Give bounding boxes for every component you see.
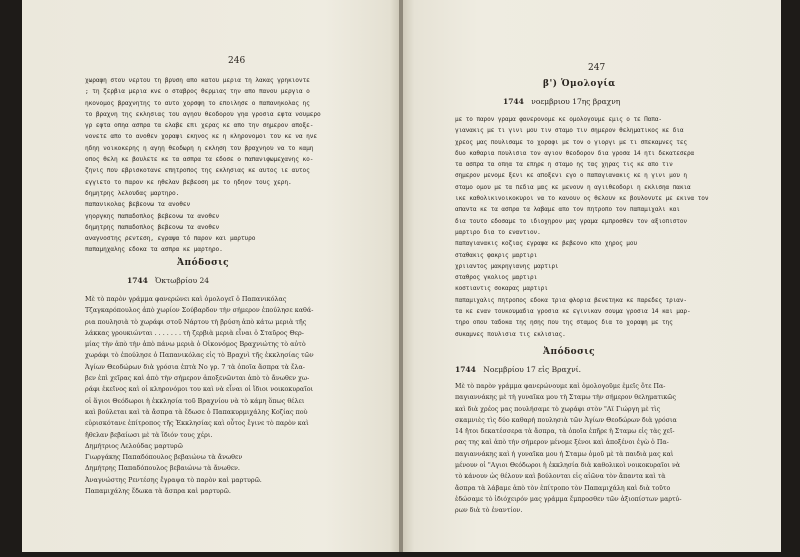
page-number: 247 (588, 63, 606, 73)
text-line: σκαμνιὲς τὶς δύο καθαρὴ πουλησιὰ τῶν Ἁγίων Θεοδώρων διὰ γρόσια (455, 416, 677, 424)
text-line: γρ εφτα οπηα ασπρα τα ελαβε επι χερας κε απο την σημερον αποξε- (85, 122, 314, 130)
text-line: κοστιαντις σοκαρας μαρτιρι (455, 285, 548, 293)
section-heading: Ἀπόδοσις (177, 258, 230, 268)
text-line: παγιαννάκης μὲ τὴ γυναῖκα μου τὴ Σταμω τὴν σήμερον θεληματικῶς (455, 394, 677, 402)
text-line: Τζαγκαρόπουλος ἀπὸ χωρίον Σούβαρδον τὴν σήμερον ἐπούλησε καθά- (85, 306, 314, 315)
date-line (455, 365, 581, 374)
text-line: το βραχνη της εκλησιας του αγηου θεοδορου γηα γροσια εφτα νουμερο (85, 110, 321, 118)
text-line: παγιαννάκης καὶ ἡ γυναῖκα μου ἡ Σταμω ὁμοῦ μὲ τὰ παιδιὰ μας καὶ (455, 450, 674, 458)
text-line: ; τη ζερβια μερια κνε ο σταβρος θερμιας την απο πανου μεργια ο (85, 88, 310, 96)
text-line: Παπαμιχάλης ἔδωκα τὰ ἄσπρα καὶ μαρτυρῶ. (85, 487, 231, 496)
text-line: σταθρος γκολιος μαρτιρι (455, 274, 538, 282)
text-line: 14 ἤτοι δεκατέσσερα τὰ ἄσπρα, τὰ ὁποῖα ἐπῆρε ἡ Σταμω εἰς τὰς χεῖ- (455, 428, 675, 436)
text-line: με το παρον γραμα φανερονομε κε ομολογουμε εμις ο τε Παπα- (455, 116, 662, 123)
date-text: νοεμβριου 17ης βραχνη (531, 97, 621, 106)
text-line: ηκονομος βραχνητης το αυτο χορσφη το εποιλησε ο παπανηκολας ης (85, 99, 310, 107)
section-heading: β') Ὁμολογία (543, 79, 616, 89)
text-line: νονετε απο το ανοθεν χοραφι εκηνος κε η κληρονομοι του κε να ηνε (85, 133, 318, 141)
text-line: εγγιετο το παρον κε ηθελαν βεβεοση με το ηδηον τους χερη. (85, 178, 292, 186)
text-line: αναγνοστης ρεντεση, εγραψα τό παρον και μαρτυρο (85, 235, 256, 243)
text-line: ρας της καὶ ἀπὸ τὴν σήμερον μένομε ξένοι καὶ ἀποξένοι ἐγὼ ὁ Πα- (455, 439, 669, 447)
date-year: 1744 (503, 97, 524, 106)
text-line: Γιωργάκης Παπαδόπουλος βεβαιώνω τὰ ἄνωθεν (85, 453, 243, 462)
page-number: 246 (228, 56, 246, 66)
text-line: καὶ βούλεται καὶ τὰ ἄσπρα τὰ ἔδωσε ὁ Παπακυρμιχάλης Κοζίας ποὺ (85, 407, 308, 416)
modern-greek-block (455, 381, 773, 517)
date-text: Ὀκτωβρίου 24 (155, 276, 210, 285)
text-line: τηρο οπου ταδοκα της ησης που της σταμος δια το χοραφη με της (455, 319, 673, 327)
text-line: μένουν οἱ "Αγιοι Θεόδωροι ἡ ἐκκλησία διὰ καθολικοὶ νοικοκυραῖοι νὰ (455, 462, 681, 470)
handwritten-transcription-block (455, 114, 773, 340)
text-line: καὶ διὰ χρέος μας πουλήσαμε τὸ χωράφι στὸν "Αϊ Γιώργη μὲ τὶς (455, 405, 661, 413)
text-line: ἐδώσαμε τὸ ἰδιόχειρόν μας γράμμα ἔμπροσθεν τῶν ἀξιοπίστων μαρτύ- (455, 495, 682, 503)
text-line: ράφι ἐκεῖνος καὶ οἱ κληρονόμοι του καὶ νὰ εἶναι οἱ ἴδιοι νοικοκυραῖοι (85, 385, 314, 394)
text-line: τὸ κάνουν ὡς θέλουν καὶ βούλονται εἰς αἰῶνα τὸν ἅπαντα καὶ τὰ (455, 473, 666, 481)
text-line: γηοργκης παπαδοπλος βεβεονω τα ανοθεν (85, 212, 220, 220)
text-line: Μὲ τὸ παρὸν γράμμα φανερώνουμε καὶ ὁμολογοῦμε ἐμεῖς ὅτε Πα- (455, 383, 666, 390)
text-line: απαντα κε τα ασπρα τα λαβαμε απο τον πητροπο τον παπαμιχαλι και (455, 206, 680, 214)
text-line: παπανικολας βεβεονω τα ανοθεν (85, 201, 191, 209)
text-line: Μὲ τὸ παρὸν γράμμα φανερώνει καὶ ὁμολογεῖ ὁ Παπανικόλας (85, 295, 287, 303)
text-line: δημητρης λελουδας μαρτηρο. (85, 189, 180, 197)
text-line: Ἀναγνώστης Ρεντέσης ἔγραψα τὸ παρὸν καὶ μαρτυρῶ. (85, 475, 262, 484)
text-line: παπαμηχαλης εδοκα τα ασπρα κε μαρτηρο. (85, 246, 223, 254)
text-line: οἱ ἅγιοι Θεόδωροι ἡ ἐκκλησία τοῦ Βραχνίου νὰ τὸ κάμη ὅπως θέλει (85, 396, 305, 405)
date-text: Νοεμβρίου 17 εἰς Βραχνί. (483, 365, 581, 374)
text-line: ἤθελαν βεβαίωσι μὲ τὰ ἴδιόν τους χέρι. (85, 430, 213, 439)
text-line: σταθακις φακρις μαρτιρι (455, 251, 538, 259)
left-page (22, 0, 401, 552)
text-line: χριιαντος μακρηγιανης μαρτιρι (455, 262, 559, 270)
date-year: 1744 (127, 276, 148, 285)
text-line: σημερον μενομε ξενι κε αποξενι εγο ο παπαγιανακις κε η γινι μου η (455, 172, 687, 180)
text-line: δυο καθαρια πουλισια τον αγιον θεοδορον δια γροσα 14 ητι δεκατεσερα (455, 149, 695, 157)
modern-greek-block (85, 294, 397, 497)
text-line: λάκκας γρουκιώνται . . . . . . . τὴ ζερβιὰ μεριὰ εἶναι ὁ Σταῦρος Θερ- (85, 328, 304, 337)
text-line: μαρτιρο δια το εναντιον. (455, 228, 541, 236)
text-line: ρια πουλησιὰ τὸ χωράφι στοῦ Νάρτου τὴ βρύση ἀπὸ κάτω μεριὰ τῆς (85, 317, 307, 326)
text-line: βεν ἐπὶ χεῖρας καὶ ἀπὸ τὴν σήμερον ἀποξενῶνται ἀπὸ τὸ ἄνωθεν χω- (85, 374, 310, 383)
date-year: 1744 (455, 365, 476, 374)
text-line: δημητρης παπαδοπλος βεβεονω τα ανοθεν (85, 223, 220, 231)
text-line: Ἁγίων Θεοδώρων διὰ γρόσια ἑπτὰ Νο γρ. 7 τὰ ὁποῖα ἄσπρα τὰ ἔλα- (85, 362, 305, 371)
text-line: ρων διὰ τὸ ἐναντίον. (455, 507, 523, 515)
text-line: μίας τὴν ἀπὸ τὴν ἀπὸ πάνω μεριὰ ὁ Οἰκονόμος Βραχνιώτης τὸ αὐτὸ (85, 340, 306, 349)
text-line: ηδηη νοικοκερης η αγηη θεοδωρη η εκληση του βραχνηου να το καμη (85, 144, 314, 152)
section-heading: Ἀπόδοσις (543, 347, 596, 357)
text-line: εὑρισκότανε ἐπίτροπος τῆς Ἐκκλησίας καὶ οὗτος ἔγινε τὸ παρὸν καὶ (85, 419, 309, 428)
text-line: ζηνις που εβρισκοτανε επητροπος της εκλησιας κε αυτος ιε αυτος (85, 167, 310, 175)
handwritten-transcription-block (85, 75, 397, 256)
text-line: τα κε εναν τουκουμαδια γροσια κε εγινικαν σουμα γροσια 14 και μαρ- (455, 308, 691, 316)
date-line (127, 276, 209, 285)
text-line: σταμο ομου με τα πεδια μας κε μενουν η αγιιθεοδορι η εκλισηα πακια (455, 183, 691, 191)
text-line: ἄσπρα τὰ λάβαμε ἀπὸ τὸν ἐπίτροπο τὸν Παπαμιχάλη καὶ διὰ τοῦτο (455, 484, 671, 492)
text-line: ικε καθολικινοικοκυροι να το κανουν ος θελουν κε βουλονυτε με εκινα τον (455, 195, 709, 203)
text-line: παπαμιχαλις πητροπος εδοκα τρια φλορια βενετηκα κε παρεδες τριαν- (455, 296, 687, 304)
text-line: Δημήτρης Παπαδόπουλος βεβαιώνω τὰ ἄνωθεν. (85, 464, 240, 473)
text-line: οπος θελη κε βουλετε κε τα ασπρα τα εδοσε ο παπανιφωμεχανης κο- (85, 156, 314, 164)
text-line: δια τουτο εδοσαμε το ιδιοχηρον μας γραμα εμπροσθεν τον αξιοπιστον (455, 217, 687, 225)
right-page (403, 0, 781, 552)
text-line: γιανακις με τι γινι μου τιν σταμο τιν σημερον θεληματικος κε δια (455, 127, 684, 135)
text-line: χωραφη στου νερτου τη βρυση απο κατου μερια τη λακας γρηκιοντε (85, 77, 310, 84)
text-line: χωράφι τὸ ἐπούλησε ὁ Παπανικόλας εἰς τὸ Βραχνὶ τῆς ἐκκλησίας τῶν (85, 351, 314, 360)
text-line: συκαμνες πουλισια τις εκλισιας. (455, 330, 566, 338)
text-line: παπαγιανακις κοζιας εγραψα κε βεβεονο κπο χηρος μου (455, 240, 638, 248)
text-line: τα ασπρα τα οπηα τα επηρε η σταμο ης τας χηρας τις κε απο τιν (455, 161, 673, 169)
text-line: χρεος μας πουλισαμε το χοραφι με τον ο γιοργι με τι σπεκαμνες τες (455, 138, 687, 146)
text-line: Δημήτριος Λελούδας μαρτυρῶ (85, 441, 183, 450)
date-line (503, 97, 620, 106)
